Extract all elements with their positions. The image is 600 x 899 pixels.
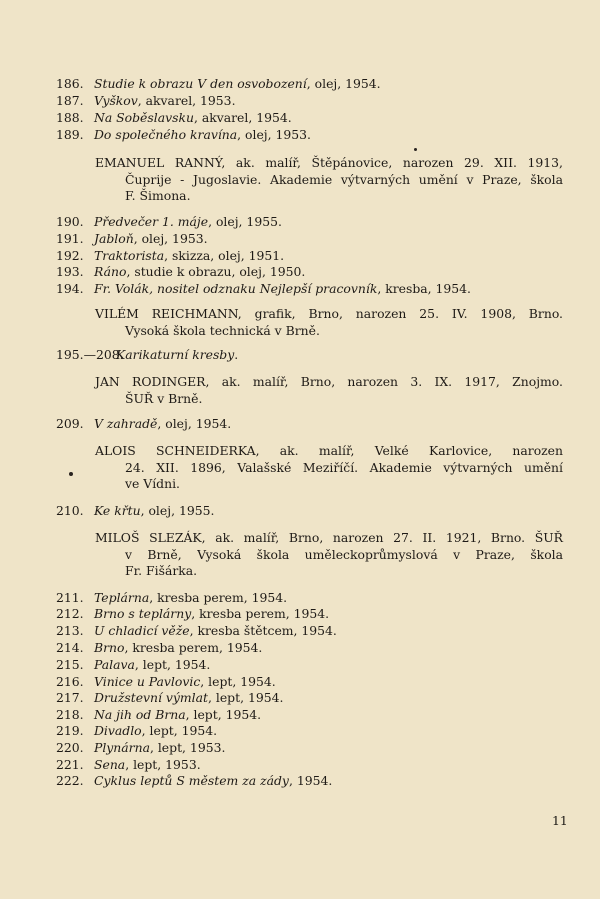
artist-bio-rodinger: JAN RODINGER, ak. malíř, Brno, narozen 3. IX. 1917, Znojmo. ŠUŘ v Brně. bbox=[95, 374, 563, 406]
catalog-entry: 195.—208.Karikaturní kresby. bbox=[56, 347, 239, 362]
catalog-entry: 220. Plynárna, lept, 1953. bbox=[56, 740, 226, 755]
catalog-entry: 192. Traktorista, skizza, olej, 1951. bbox=[56, 248, 285, 263]
ink-dot bbox=[69, 472, 73, 476]
artist-bio-slezak: MILOŠ SLEZÁK, ak. malíř, Brno, narozen 27. II. 1921, Brno. ŠUŘ v Brně, Vysoká škola uměleckoprůmyslová v Praze, škola Fr. Fišárka. bbox=[95, 530, 563, 579]
artist-bio-reichmann: VILÉM REICHMANN, grafik, Brno, narozen 25. IV. 1908, Brno. Vysoká škola technická v Brně. bbox=[95, 306, 563, 338]
catalog-entry: 211. Teplárna, kresba perem, 1954. bbox=[56, 590, 288, 605]
catalog-entry: 188. Na Soběslavsku, akvarel, 1954. bbox=[56, 110, 292, 125]
artist-bio-ranny: EMANUEL RANNÝ, ak. malíř, Štěpánovice, narozen 29. XII. 1913, Čuprije - Jugoslavie. Akademie výtvarných umění v Praze, škola F. Šimona. bbox=[95, 155, 563, 204]
catalog-entry: 210. Ke křtu, olej, 1955. bbox=[56, 503, 215, 518]
catalog-entry: 214. Brno, kresba perem, 1954. bbox=[56, 640, 263, 655]
page-number: 11 bbox=[552, 813, 568, 828]
catalog-entry: 222. Cyklus leptů S městem za zády, 1954. bbox=[56, 773, 333, 788]
catalog-entry: 186. Studie k obrazu V den osvobození, olej, 1954. bbox=[56, 76, 381, 91]
catalog-entry: 215. Palava, lept, 1954. bbox=[56, 657, 211, 672]
catalog-entry: 191. Jabloň, olej, 1953. bbox=[56, 231, 208, 246]
artist-bio-schneiderka: ALOIS SCHNEIDERKA, ak. malíř, Velké Karlovice, narozen 24. XII. 1896, Valašské Meziříčí. Akademie výtvarných umění ve Vídni. bbox=[95, 443, 563, 492]
catalog-entry: 219. Divadlo, lept, 1954. bbox=[56, 723, 218, 738]
catalog-entry: 193. Ráno, studie k obrazu, olej, 1950. bbox=[56, 264, 306, 279]
catalog-entry: 209. V zahradě, olej, 1954. bbox=[56, 416, 232, 431]
catalog-entry: 194. Fr. Volák, nositel odznaku Nejlepší pracovník, kresba, 1954. bbox=[56, 281, 471, 296]
catalog-entry: 187. Vyškov, akvarel, 1953. bbox=[56, 93, 236, 108]
catalog-entry: 189. Do společného kravína, olej, 1953. bbox=[56, 127, 311, 142]
catalog-entry: 218. Na jih od Brna, lept, 1954. bbox=[56, 707, 262, 722]
catalog-entry: 221. Sena, lept, 1953. bbox=[56, 757, 201, 772]
catalog-entry: 212. Brno s teplárny, kresba perem, 1954. bbox=[56, 606, 330, 621]
catalog-entry: 217. Družstevní výmlat, lept, 1954. bbox=[56, 690, 284, 705]
catalog-entry: 216. Vinice u Pavlovic, lept, 1954. bbox=[56, 674, 276, 689]
catalog-entry: 190. Předvečer 1. máje, olej, 1955. bbox=[56, 214, 282, 229]
catalog-entry: 213. U chladicí věže, kresba štětcem, 1954. bbox=[56, 623, 337, 638]
ink-dot bbox=[414, 148, 417, 151]
